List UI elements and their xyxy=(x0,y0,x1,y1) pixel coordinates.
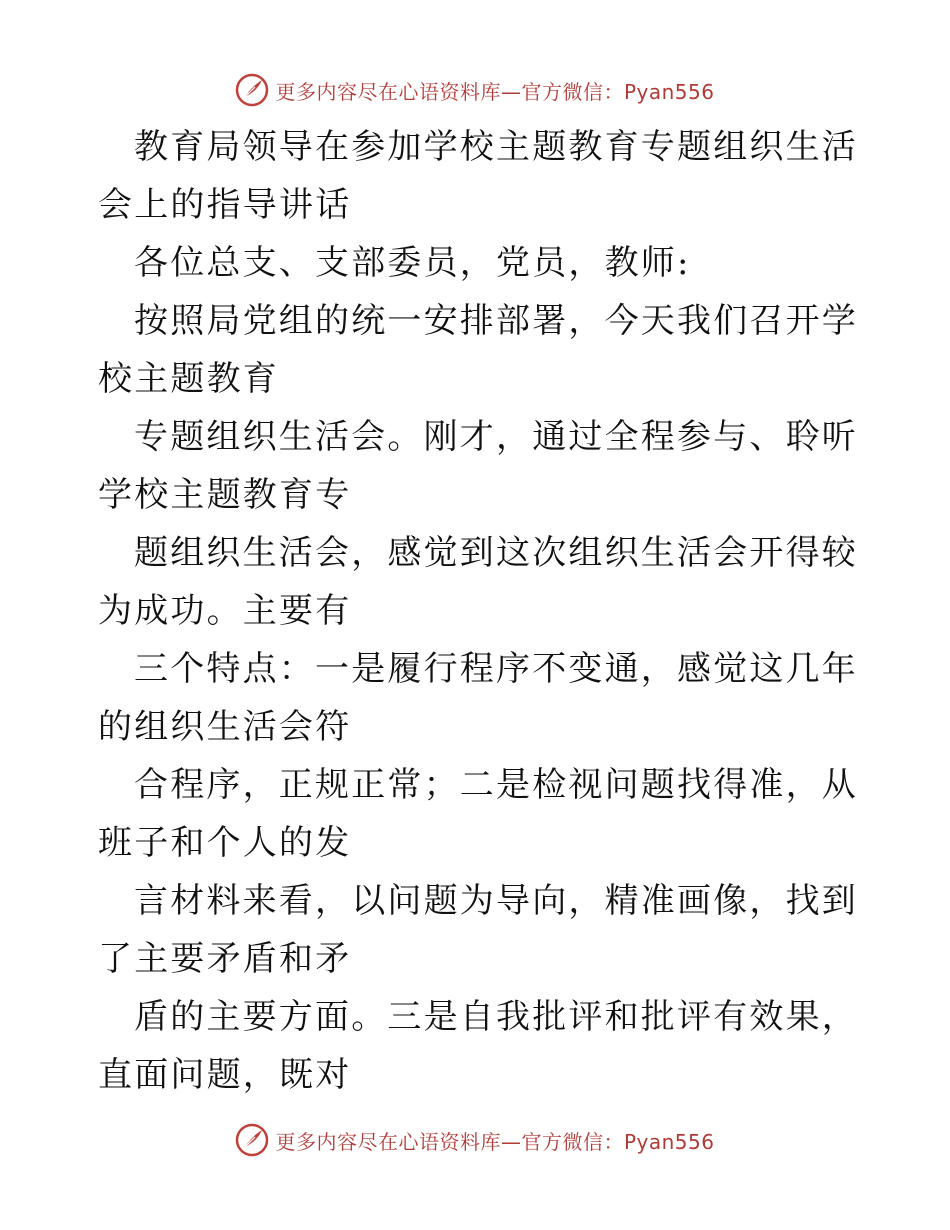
footer-banner-text: 更多内容尽在心语资料库—官方微信：Pyan556 xyxy=(275,1129,715,1154)
footer-banner xyxy=(0,1120,950,1160)
header-banner xyxy=(0,70,950,110)
paragraph: 专题组织生活会。刚才，通过全程参与、聆听学校主题教育专 xyxy=(98,417,858,515)
header-banner-text: 更多内容尽在心语资料库—官方微信：Pyan556 xyxy=(275,79,715,104)
quill-logo-icon xyxy=(235,1123,269,1157)
document-body xyxy=(98,118,858,1104)
paragraph-title: 教育局领导在参加学校主题教育专题组织生活会上的指导讲话 xyxy=(98,127,858,225)
paragraph: 按照局党组的统一安排部署，今天我们召开学校主题教育 xyxy=(98,301,858,399)
paragraph: 题组织生活会，感觉到这次组织生活会开得较为成功。主要有 xyxy=(98,533,858,631)
quill-logo-icon xyxy=(235,73,269,107)
paragraph: 合程序，正规正常；二是检视问题找得准，从班子和个人的发 xyxy=(98,765,858,863)
paragraph: 三个特点：一是履行程序不变通，感觉这几年的组织生活会符 xyxy=(98,649,858,747)
paragraph: 言材料来看，以问题为导向，精准画像，找到了主要矛盾和矛 xyxy=(98,881,858,979)
paragraph-salutation: 各位总支、支部委员，党员，教师: xyxy=(134,243,691,283)
paragraph: 盾的主要方面。三是自我批评和批评有效果，直面问题，既对 xyxy=(98,997,858,1095)
